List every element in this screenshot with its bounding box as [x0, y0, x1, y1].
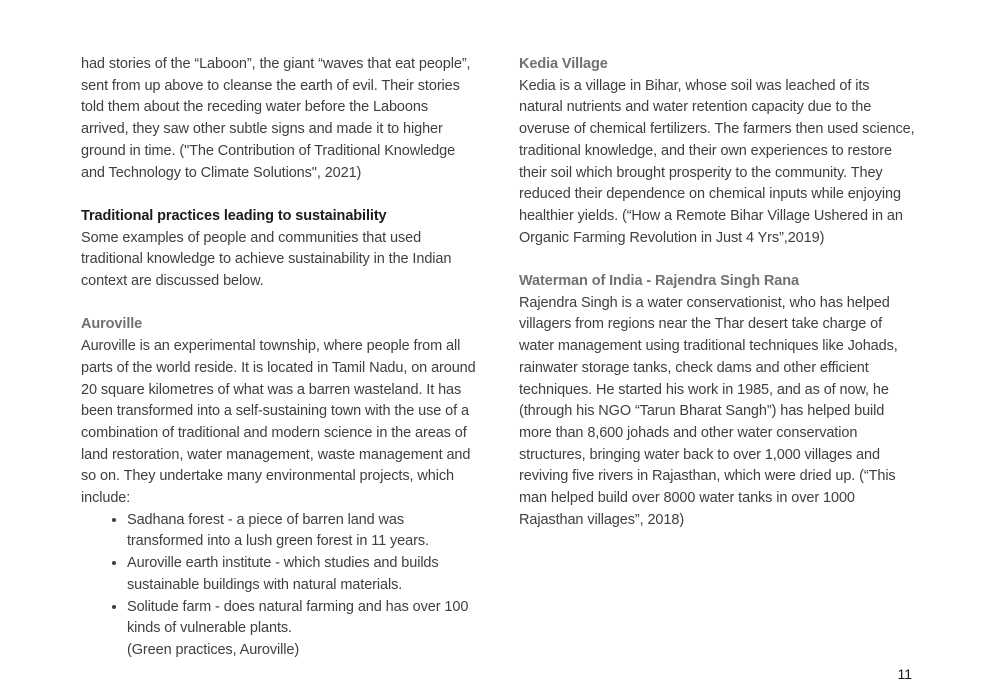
- page-number: 11: [897, 666, 912, 682]
- kedia-village-paragraph: Kedia is a village in Bihar, whose soil was leached of its natural nutrients and water retention capacity due to the overuse of chemical fertilizers. The farmers then used science, traditional knowledge, and their own experiences to restore their soil which brought prosperity to the community. They reduced their dependence on chemical inputs while enjoying healthier yields. (“How a Remote Bihar Village Ushered in an Organic Farming Revolution in Just 4 Yrs”,2019): [519, 77, 915, 246]
- section-auroville: [81, 314, 477, 661]
- auroville-bullet-list: [81, 510, 477, 640]
- auroville-paragraph: Auroville is an experimental township, where people from all parts of the world reside. It is located in Tamil Nadu, on around 20 square kilometres of what was a barren wasteland. It has been transformed into a self-sustaining town with the use of a combination of traditional and modern science in the areas of land restoration, water management, waste management and so on. They undertake many environmental projects, which include:: [81, 338, 476, 507]
- list-item: • Sadhana forest - a piece of barren land was transformed into a lush green forest in 11 years.: [127, 510, 477, 553]
- waterman-paragraph: Rajendra Singh is a water conservationist, who has helped villagers from regions near the Thar desert take charge of water management using traditional techniques like Johads, rainwater storage tanks, check dams and other efficient techniques. He started his work in 1985, and as of now, he (through his NGO “Tarun Bharat Sangh”) has helped build more than 8,600 johads and other water conservation structures, bringing water back to over 1,000 villages and reviving five rivers in Rajasthan, which were dried up. (“This man helped build over 8000 water tanks in over 1000 Rajasthan villages”, 2018): [519, 294, 898, 528]
- right-column: [519, 54, 915, 531]
- list-item: • Solitude farm - does natural farming and has over 100 kinds of vulnerable plants.: [127, 597, 477, 640]
- auroville-heading: Auroville: [81, 316, 143, 333]
- auroville-citation: (Green practices, Auroville): [127, 641, 300, 658]
- section-traditional-practices: [81, 206, 477, 293]
- list-item: • Auroville earth institute - which studies and builds sustainable buildings with natural materials.: [127, 553, 477, 596]
- kedia-village-heading: Kedia Village: [519, 56, 608, 72]
- left-column: [81, 54, 477, 662]
- section-intro-paragraph: Some examples of people and communities that used traditional knowledge to achieve sustainability in the Indian context are discussed below.: [81, 229, 452, 290]
- section-kedia-village: [519, 54, 915, 249]
- waterman-heading: Waterman of India - Rajendra Singh Rana: [519, 273, 799, 290]
- continuation-paragraph: had stories of the “Laboon”, the giant “waves that eat people”, sent from up above to cleanse the earth of evil. Their stories told them about the receding water before the Laboons arrived, they saw other subtle signs and made it to higher ground in time. ("The Contribution of Traditional Knowledge and Technology to Climate Solutions", 2021): [81, 56, 471, 181]
- section-waterman-of-india: [519, 271, 915, 531]
- section-heading-traditional-practices: Traditional practices leading to sustainability: [81, 207, 387, 224]
